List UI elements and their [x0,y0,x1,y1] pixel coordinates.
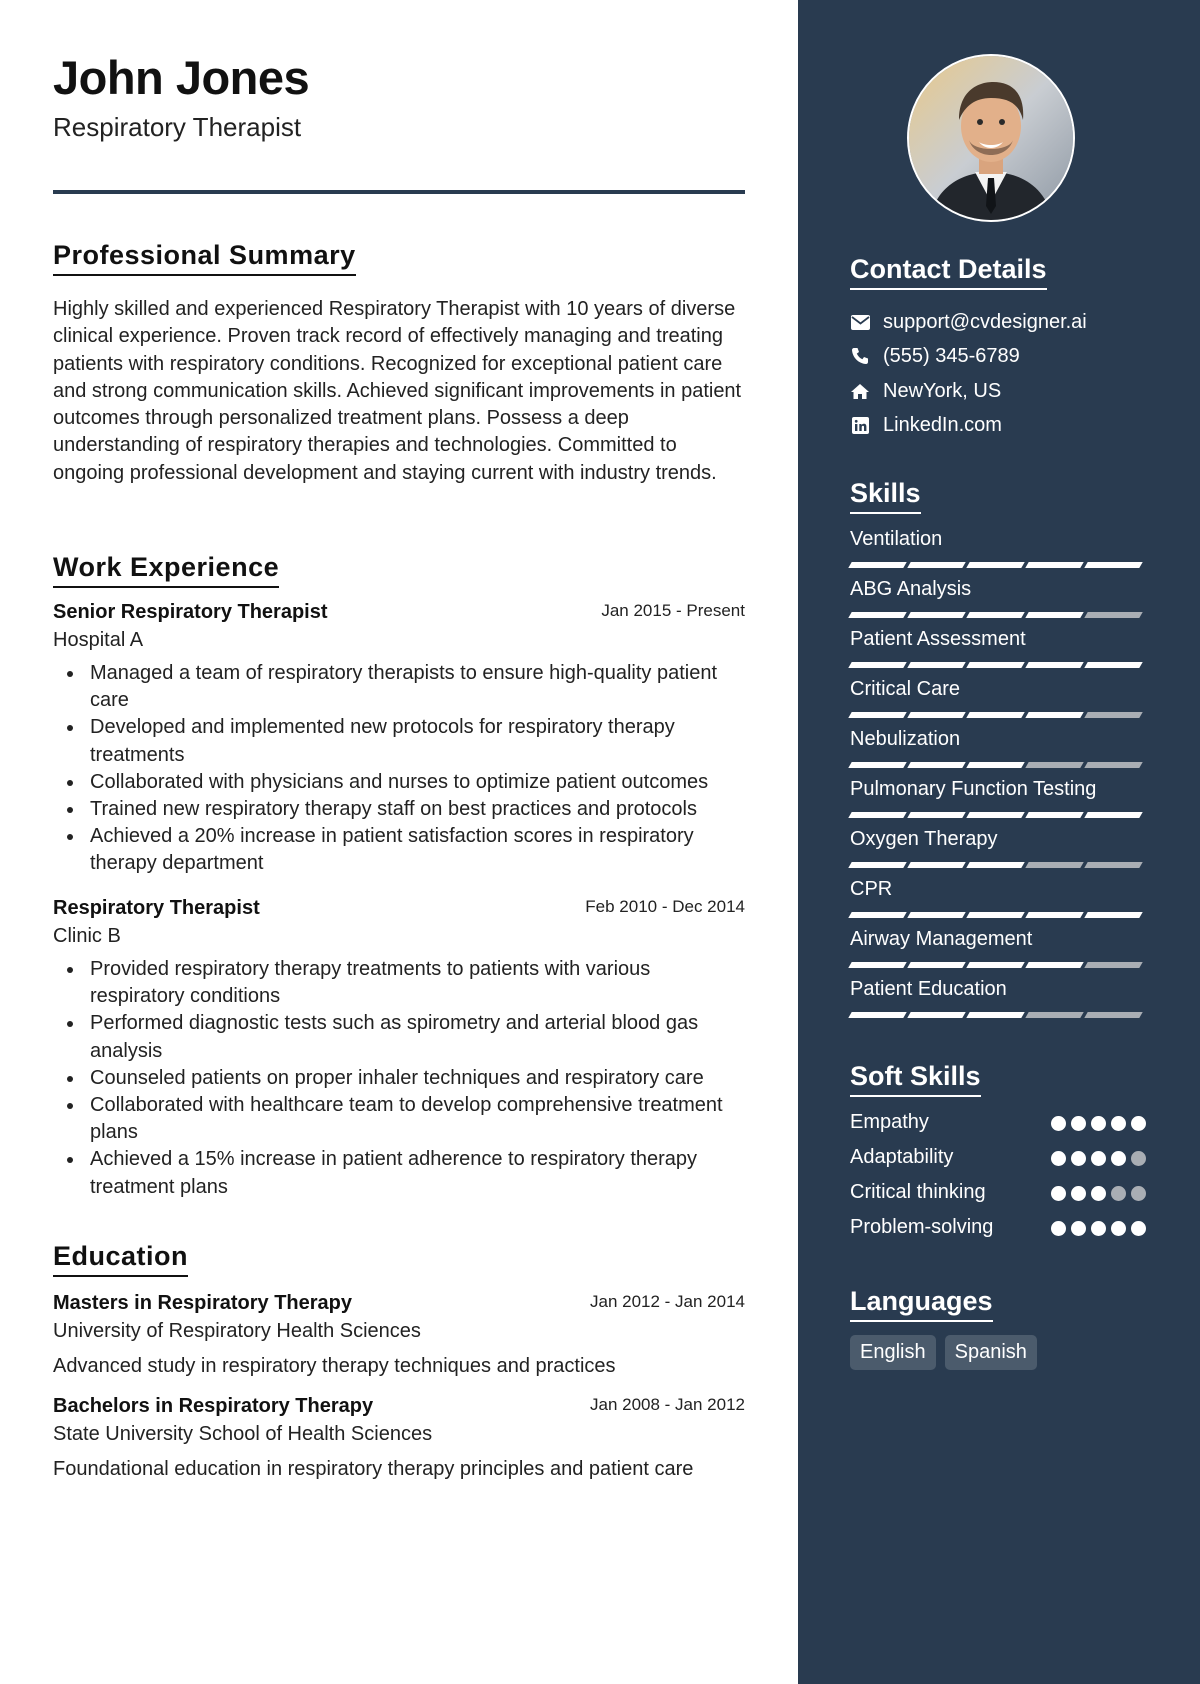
job-date: Feb 2010 - Dec 2014 [585,897,745,916]
profile-photo-illustration [909,56,1073,220]
education-entry [53,1395,745,1481]
skill-level-segment [1025,662,1083,668]
job-bullet: Collaborated with healthcare team to develop comprehensive treatment plans [53,1092,745,1146]
rating-dot [1091,1186,1106,1201]
skill-level-segment [907,1012,965,1018]
skill-level-segment [1084,562,1142,568]
skill-item [850,978,1146,1018]
job-bullet: Performed diagnostic tests such as spirometry and arterial blood gas analysis [53,1010,745,1064]
skill-level-segment [1084,762,1142,768]
skill-level-segment [907,612,965,618]
school-name: University of Respiratory Health Sciences [53,1320,421,1342]
rating-dot [1091,1221,1106,1236]
skill-level-bar [850,812,1146,818]
skill-level-segment [1084,812,1142,818]
skill-level-bar [850,662,1146,668]
soft-skill-name: Adaptability [850,1146,954,1168]
degree-title: Bachelors in Respiratory Therapy [53,1395,374,1417]
rating-dot [1111,1221,1126,1236]
rating-dot [1131,1116,1146,1131]
skill-level-segment [848,762,906,768]
job-title: Senior Respiratory Therapist [53,601,328,623]
skill-level-segment [848,712,906,718]
skill-level-bar [850,562,1146,568]
contact-location-text: NewYork, US [883,379,1002,402]
skill-name: Patient Assessment [850,628,1026,650]
education-date: Jan 2008 - Jan 2012 [589,1395,745,1414]
contact-location [850,376,1170,406]
contact-linkedin[interactable] [850,410,1170,440]
skill-level-bar [850,712,1146,718]
rating-dot [1111,1151,1126,1166]
skill-level-segment [848,862,906,868]
rating-dot [1071,1151,1086,1166]
skill-level-segment [1025,912,1083,918]
skill-level-segment [1084,662,1142,668]
skill-name: Nebulization [850,728,961,750]
rating-dot [1091,1116,1106,1131]
candidate-role: Respiratory Therapist [53,112,302,142]
skill-name: CPR [850,878,893,900]
work-heading: Work Experience [53,552,279,588]
skill-name: Critical Care [850,678,961,700]
skill-level-segment [907,562,965,568]
rating-dot [1091,1151,1106,1166]
skill-item [850,628,1146,668]
skill-name: Ventilation [850,528,943,550]
job-bullet: Counseled patients on proper inhaler techniques and respiratory care [53,1065,745,1092]
rating-dot [1111,1116,1126,1131]
job-bullets [53,956,745,1201]
skill-item [850,528,1146,568]
skill-level-segment [848,962,906,968]
skill-name: Patient Education [850,978,1007,1000]
job-entry [53,897,745,1201]
skill-name: ABG Analysis [850,578,972,600]
header-divider [53,190,745,194]
skill-level-segment [1084,1012,1142,1018]
education-description: Foundational education in respiratory therapy principles and patient care [53,1458,694,1480]
skill-level-segment [848,1012,906,1018]
skill-level-segment [1025,612,1083,618]
summary-heading: Professional Summary [53,240,356,276]
soft-skill-item [850,1214,1146,1244]
rating-dot [1071,1186,1086,1201]
skill-level-bar [850,962,1146,968]
rating-dot [1051,1186,1066,1201]
skill-level-segment [1025,762,1083,768]
job-bullet: Achieved a 20% increase in patient satisfaction scores in respiratory therapy department [53,823,745,877]
skill-level-bar [850,862,1146,868]
job-bullet: Managed a team of respiratory therapists to ensure high-quality patient care [53,660,745,714]
skill-level-segment [966,612,1024,618]
skill-level-segment [966,1012,1024,1018]
skill-level-segment [907,962,965,968]
job-bullet: Provided respiratory therapy treatments to patients with various respiratory conditions [53,956,745,1010]
education-date: Jan 2012 - Jan 2014 [589,1292,745,1311]
education-heading: Education [53,1241,188,1277]
soft-skill-rating [1051,1221,1146,1236]
skill-level-segment [1025,812,1083,818]
skill-level-segment [1084,612,1142,618]
skill-level-bar [850,762,1146,768]
job-bullet: Collaborated with physicians and nurses to optimize patient outcomes [53,769,745,796]
education-description: Advanced study in respiratory therapy techniques and practices [53,1355,616,1377]
soft-skill-rating [1051,1116,1146,1131]
job-organization: Hospital A [53,629,144,651]
soft-skill-name: Empathy [850,1111,929,1133]
skill-item [850,828,1146,868]
languages-list [850,1335,1037,1370]
skill-level-segment [1025,562,1083,568]
skill-level-segment [848,562,906,568]
skill-level-segment [907,662,965,668]
rating-dot [1051,1116,1066,1131]
skill-name: Airway Management [850,928,1033,950]
skill-level-segment [848,662,906,668]
skill-name: Pulmonary Function Testing [850,778,1097,800]
rating-dot [1111,1186,1126,1201]
skill-item [850,578,1146,618]
skill-level-segment [966,912,1024,918]
skill-level-segment [1025,962,1083,968]
skill-item [850,928,1146,968]
skill-level-segment [1084,962,1142,968]
skill-level-segment [907,762,965,768]
soft-skills-heading: Soft Skills [850,1061,981,1097]
soft-skill-item [850,1144,1146,1174]
summary-text: Highly skilled and experienced Respiratory Therapist with 10 years of diverse clinical experience. Proven track record of effectively managing and treating patients with respiratory conditions. Recognized for exceptional patient care and strong communication skills. Achieved significant improvements in patient outcomes through personalized treatment plans. Possess a deep understanding of respiratory therapies and technologies. Committed to ongoing professional development and staying current with industry trends. [53,298,742,484]
job-bullet: Trained new respiratory therapy staff on best practices and protocols [53,796,745,823]
rating-dot [1131,1151,1146,1166]
job-title: Respiratory Therapist [53,897,260,919]
job-bullets [53,660,745,878]
skill-level-segment [907,912,965,918]
rating-dot [1071,1116,1086,1131]
skill-level-segment [1084,912,1142,918]
skill-level-bar [850,612,1146,618]
rating-dot [1131,1186,1146,1201]
language-chip: English [850,1335,936,1370]
profile-photo [907,54,1075,222]
phone-icon [850,346,870,366]
skill-level-segment [848,812,906,818]
skill-level-segment [1025,712,1083,718]
school-name: State University School of Health Sciences [53,1423,433,1445]
home-icon [850,381,870,401]
linkedin-icon [850,415,870,435]
job-date: Jan 2015 - Present [601,601,745,620]
rating-dot [1051,1221,1066,1236]
skill-level-segment [907,862,965,868]
contact-email-text: support@cvdesigner.ai [883,310,1087,333]
soft-skill-name: Problem-solving [850,1216,994,1238]
skill-level-segment [907,812,965,818]
skill-level-segment [1084,712,1142,718]
soft-skill-rating [1051,1186,1146,1201]
envelope-icon [850,312,870,332]
skill-level-segment [1025,862,1083,868]
skill-level-segment [1084,862,1142,868]
candidate-name: John Jones [53,51,310,104]
skill-item [850,878,1146,918]
skill-level-segment [966,662,1024,668]
skill-level-segment [966,562,1024,568]
skills-heading: Skills [850,478,921,514]
contact-heading: Contact Details [850,254,1047,290]
degree-title: Masters in Respiratory Therapy [53,1292,352,1314]
skill-item [850,678,1146,718]
soft-skill-item [850,1109,1146,1139]
skill-level-segment [966,762,1024,768]
soft-skill-rating [1051,1151,1146,1166]
skill-item [850,778,1146,818]
contact-linkedin-text: LinkedIn.com [883,413,1002,436]
languages-heading: Languages [850,1286,993,1322]
contact-phone[interactable] [850,341,1170,371]
job-entry [53,601,745,878]
skill-item [850,728,1146,768]
skill-level-segment [966,712,1024,718]
skill-level-segment [1025,1012,1083,1018]
job-bullet: Achieved a 15% increase in patient adherence to respiratory therapy treatment plans [53,1146,745,1200]
skill-name: Oxygen Therapy [850,828,998,850]
skill-level-segment [966,862,1024,868]
contact-email[interactable] [850,307,1170,337]
skill-level-segment [907,712,965,718]
skill-level-bar [850,1012,1146,1018]
skill-level-segment [966,962,1024,968]
soft-skill-name: Critical thinking [850,1181,986,1203]
skill-level-bar [850,912,1146,918]
language-chip: Spanish [945,1335,1037,1370]
contact-phone-text: (555) 345-6789 [883,344,1020,367]
education-entry [53,1292,745,1378]
job-bullet: Developed and implemented new protocols for respiratory therapy treatments [53,714,745,768]
skill-level-segment [966,812,1024,818]
rating-dot [1051,1151,1066,1166]
skill-level-segment [848,612,906,618]
job-organization: Clinic B [53,925,121,947]
rating-dot [1131,1221,1146,1236]
soft-skill-item [850,1179,1146,1209]
skill-level-segment [848,912,906,918]
rating-dot [1071,1221,1086,1236]
